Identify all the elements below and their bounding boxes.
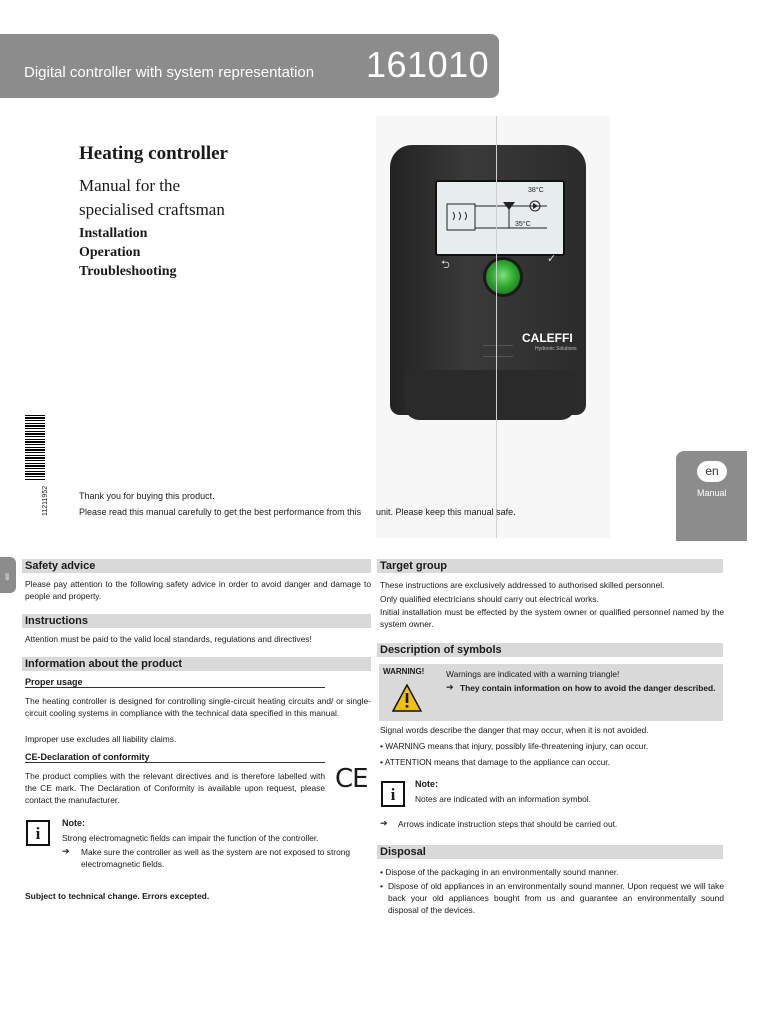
note-label: Note: — [62, 818, 85, 828]
brand-logo: CALEFFI — [522, 331, 573, 345]
ce-declaration-text: The product complies with the relevant directives and is therefore labelled with the CE mark. The Declaration of Conformity is available upon request, please contact the manufacturer. — [25, 771, 325, 805]
cover-subtitle-line1: Manual for the — [79, 176, 181, 195]
topic-installation: Installation — [79, 226, 148, 241]
side-language-tab-label: en — [5, 573, 11, 580]
warning-arrow-text: They contain information on how to avoid the danger described. — [460, 683, 716, 693]
device-screen — [435, 180, 565, 256]
product-number: 161010 — [366, 44, 490, 85]
warning-text: Warnings are indicated with a warning triangle! — [446, 669, 620, 679]
disposal-bullet-2-text: Dispose of old appliances in an environmentally sound manner. Upon request we will take back your old appliances bought from us and guarantee an environmentally sound disposal of the devices. — [388, 881, 724, 915]
system-schematic-icon — [437, 182, 563, 254]
improper-use-text: Improper use excludes all liability claims. — [25, 734, 177, 744]
symbols-note-text: Notes are indicated with an information symbol. — [415, 794, 591, 804]
bullet-warning: • WARNING means that injury, possibly life-threatening injury, can occur. — [380, 741, 649, 751]
info-icon: i — [26, 820, 50, 846]
disposal-bullet-1-text: Dispose of the packaging in an environmentally sound manner. — [385, 867, 619, 877]
proper-usage-text: The heating controller is designed for controlling single-circuit heating circuits and/ or single-circuit cooling systems in compliance with the technical data specified in this manual. — [25, 696, 371, 718]
target-line-2: Only qualified electricians should carry out electrical works. — [380, 594, 599, 604]
topic-operation: Operation — [79, 245, 141, 260]
thanks-line-1: Thank you for buying this product. — [79, 491, 215, 501]
barcode — [25, 415, 45, 481]
symbols-note-label: Note: — [415, 779, 438, 789]
screen-temp-flow: 38°C — [528, 187, 544, 194]
info-symbol-icon: i — [381, 781, 405, 807]
document-header-title: Digital controller with system representation — [24, 64, 315, 81]
selection-knob — [483, 257, 523, 297]
target-line-3: Initial installation must be effected by the system owner or qualified personnel named by the system owner. — [380, 607, 724, 629]
note-arrow-text: Make sure the controller as well as the system are not exposed to strong electromagnetic fields. — [81, 847, 351, 869]
subheading-proper-usage: Proper usage — [25, 677, 325, 688]
brand-tagline: Hydronic Solutions — [535, 346, 577, 352]
thanks-line-2: Please read this manual carefully to get the best performance from this — [79, 507, 362, 517]
disposal-bullet-1: • Dispose of the packaging in an environmentally sound manner. — [380, 867, 619, 877]
cover-subtitle — [79, 174, 279, 222]
arrow-explanation-text: Arrows indicate instruction steps that should be carried out. — [398, 819, 618, 829]
section-heading-safety: Safety advice — [22, 559, 371, 573]
cover-subtitle-line2: specialised craftsman — [79, 200, 225, 219]
photo-divider — [496, 116, 497, 538]
thanks-line-2-continued: unit. Please keep this manual safe. — [376, 507, 516, 517]
instruction-arrow-icon: ➔ — [380, 818, 388, 828]
back-icon: ⮌ — [441, 259, 450, 271]
bullet-attention: • ATTENTION means that damage to the appliance can occur. — [380, 757, 610, 767]
controller-device-base — [405, 370, 575, 420]
warning-label: WARNING! — [383, 667, 425, 676]
ok-icon: ✓ — [547, 253, 557, 265]
instructions-text: Attention must be paid to the valid local standards, regulations and directives! — [25, 634, 312, 644]
screen-temp-return: 35°C — [515, 221, 531, 228]
arrow-icon: ➔ — [62, 846, 70, 856]
language-code-badge: en — [697, 461, 727, 482]
signal-words-text: Signal words describe the danger that may occur, when it is not avoided. — [380, 725, 649, 735]
warning-arrow-icon: ➔ — [446, 682, 454, 692]
bullet-attention-text: ATTENTION means that damage to the appliance can occur. — [384, 757, 610, 767]
section-heading-disposal: Disposal — [377, 845, 723, 859]
note-text: Strong electromagnetic fields can impair the function of the controller. — [62, 833, 319, 843]
warning-triangle-icon — [392, 684, 422, 717]
ce-mark-icon: CE — [335, 764, 368, 794]
bullet-warning-text: WARNING means that injury, possibly life-threatening injury, can occur. — [385, 741, 649, 751]
section-heading-product: Information about the product — [22, 657, 371, 671]
target-line-1: These instructions are exclusively addressed to authorised skilled personnel. — [380, 580, 665, 590]
disposal-bullet-2: • Dispose of old appliances in an environmentally sound manner. Upon request we will take back your old appliances bought from us and guarantee an environmentally sound disposal of the devices. — [380, 881, 724, 915]
section-heading-symbols: Description of symbols — [377, 643, 723, 657]
cover-title: Heating controller — [79, 143, 228, 164]
barcode-number: 11211952 — [42, 485, 49, 516]
subheading-ce-declaration: CE-Declaration of conformity — [25, 752, 325, 763]
section-heading-instructions: Instructions — [22, 614, 371, 628]
device-grille — [483, 345, 513, 357]
language-tab-label: Manual — [697, 488, 727, 498]
footer-disclaimer: Subject to technical change. Errors excepted. — [25, 891, 210, 901]
safety-text: Please pay attention to the following safety advice in order to avoid danger and damage to people and property. — [25, 579, 371, 601]
section-heading-target-group: Target group — [377, 559, 723, 573]
topic-troubleshooting: Troubleshooting — [79, 264, 177, 279]
